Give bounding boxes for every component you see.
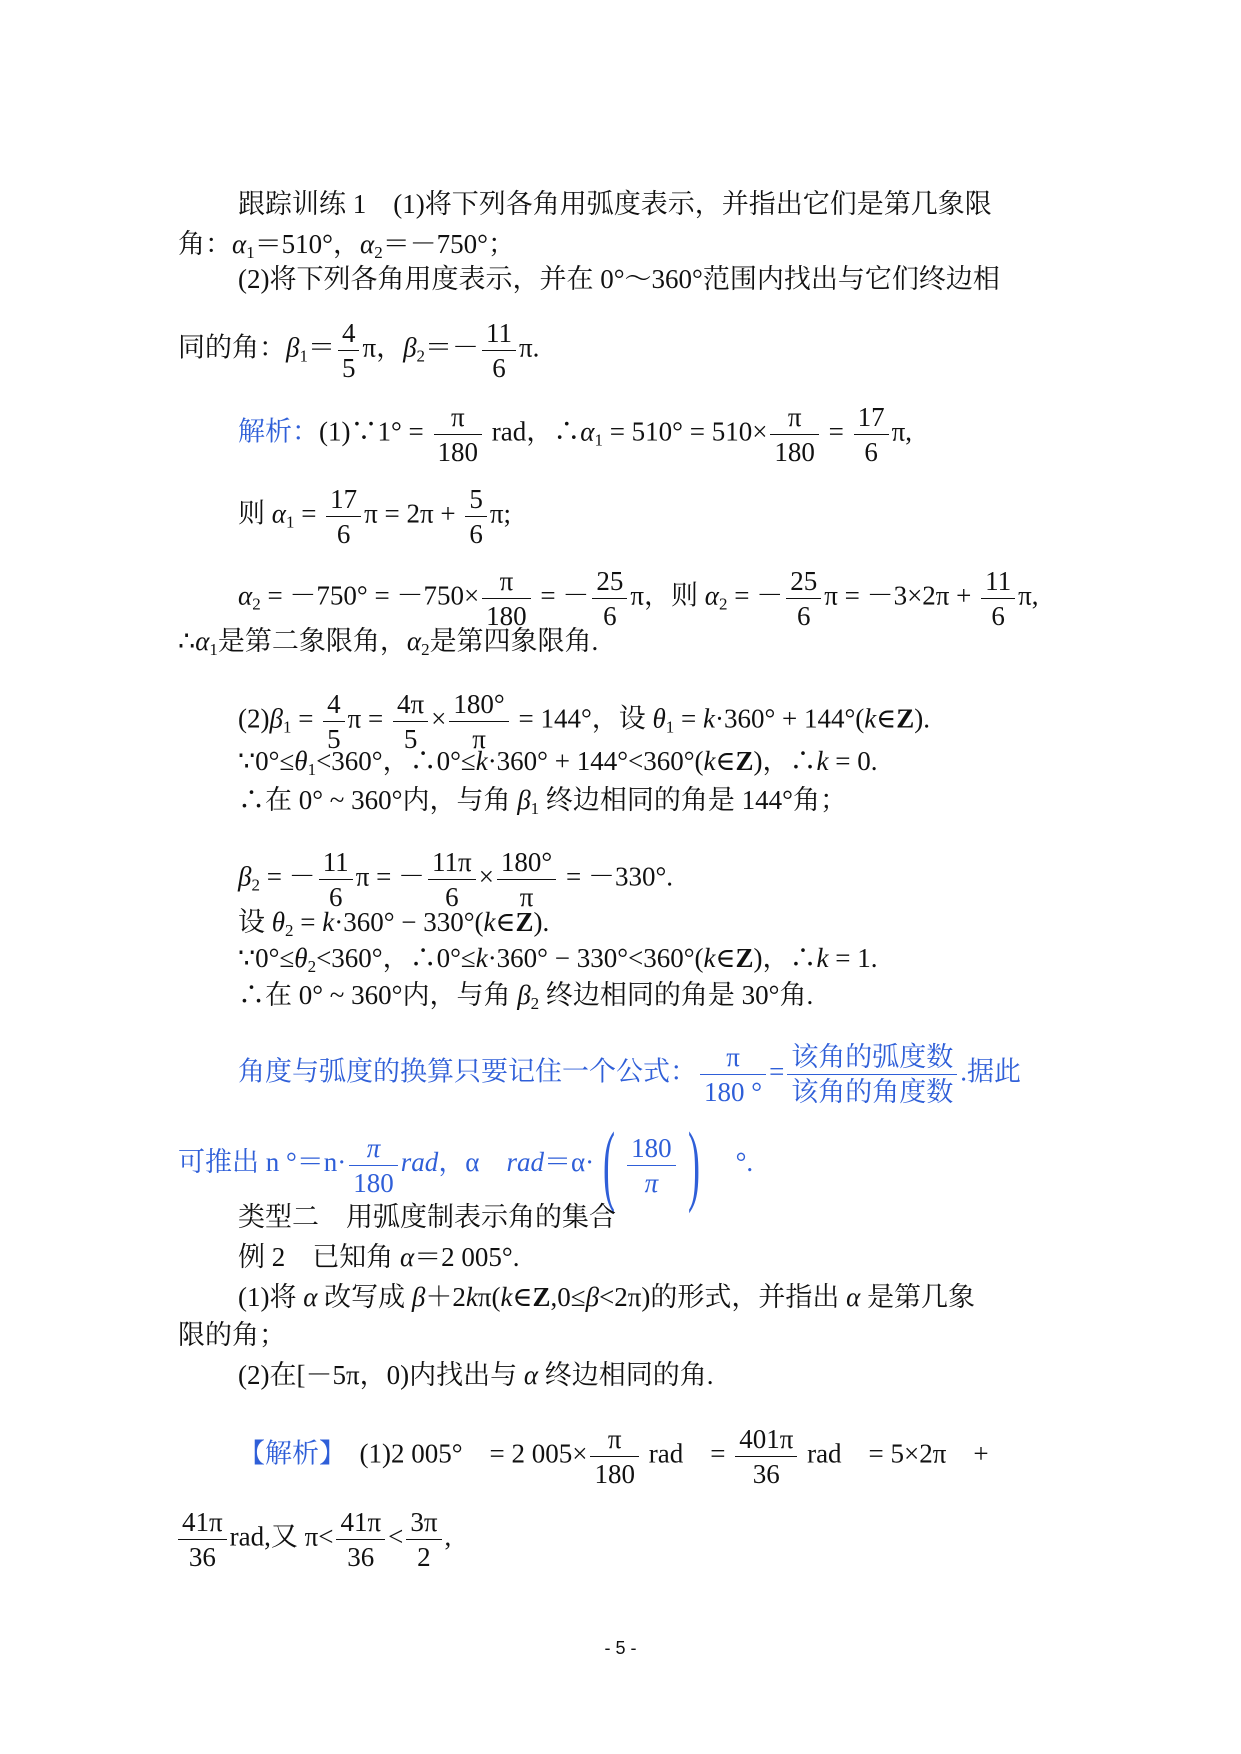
solution2-line-2: $\frac{41\pi}{36}$ rad,又 π< $\frac{41\pi}{36}$ < $\frac{3\pi}{2}$ , xyxy=(178,1505,451,1574)
solution2-line-1: 【解析】 (1)2 005° = 2 005× $\frac{\pi}{180}$ rad = $\frac{401\pi}{36}$ rad = 5×2π + xyxy=(238,1424,989,1489)
solution-line-10: $\because 0^\circ\le\theta_2<360^\circ$，∴0°≤k·360° − 330°<360°(k∈Z)，∴k = 1. xyxy=(238,943,878,976)
exercise-title: 跟踪训练 1 xyxy=(238,189,367,219)
exercise-line-1: 跟踪训练 1 (1)将下列各角用弧度表示，并指出它们是第几象限 xyxy=(238,189,992,219)
solution-line-2: 则 $\alpha_1$ = $\frac{17}{6}$ π = 2π + $\frac{5}{6}$ π; xyxy=(238,484,512,549)
solution2-label: 【解析】 xyxy=(238,1438,333,1469)
solution-label: 解析： xyxy=(238,416,319,447)
solution-line-11: ∴在 0° ~ 360°内，与角 $\beta_2$ 终边相同的角是 30°角. xyxy=(238,980,814,1013)
solution-line-6: $\because 0^\circ\le\theta_1<360^\circ$，∴0°≤k·360° + 144°<360°(k∈Z)，∴k = 0. xyxy=(238,746,878,779)
question-line-2: 限的角； xyxy=(178,1320,286,1350)
solution-line-5: $(2)\beta_1$ = $\frac{4}{5}$ π = $\frac{4\pi}{5}$ × $\frac{180^\circ}{\pi}$ = 144°，设 $\theta_1 = k\cdot 360^\circ$ + 144°(k∈Z). xyxy=(238,689,931,754)
solution-line-1: 解析：(1)∵1° = $\frac{\pi}{180}$ rad，$\therefore\alpha_1 = 510^\circ = 510\times$ $\frac{\pi}{180}$ = $\frac{17}{6}$ π, xyxy=(238,402,913,467)
question-line-3: (2)在[－5π，0)内找出与 α 终边相同的角. xyxy=(238,1360,714,1390)
exercise-line-2: 角：$\alpha_1=510^\circ$，$\alpha_2=-750^\circ$； xyxy=(178,229,515,262)
tip-line-1: 角度与弧度的换算只要记住一个公式： $\frac{\pi}{180 ^\circ}$ = 该角的弧度数 该角的角度数 .据此 xyxy=(238,1042,1022,1107)
page-number: - 5 - xyxy=(604,1638,637,1658)
solution-line-3: $\alpha_2 = -750^\circ = -750\times$ $\frac{\pi}{180}$ = － $\frac{25}{6}$ π，则 $\alpha_2$ = － $\frac{25}{6}$ π = －3×2π + $\frac{11}{6}$ π, xyxy=(238,566,1039,631)
solution-line-4: $\therefore\alpha_1$是第二象限角，$\alpha_2$是第四象限角. xyxy=(178,626,599,659)
question-line-1: (1)将 α 改写成 β＋2kπ(k∈Z,0≤β<2π)的形式，并指出 α 是第几象 xyxy=(238,1282,976,1312)
exercise-line-4: 同的角：$\beta_1=$ $\frac{4}{5}$ π，$\beta_2=-$ $\frac{11}{6}$ π. xyxy=(178,318,540,383)
example-label: 例 2 xyxy=(238,1242,286,1272)
example-line: 例 2 已知角 α＝2 005°. xyxy=(238,1242,520,1272)
section-title: 类型二 用弧度制表示角的集合 xyxy=(238,1202,616,1232)
solution-line-7: ∴在 0° ~ 360°内，与角 $\beta_1$ 终边相同的角是 144°角； xyxy=(238,785,847,818)
solution-line-9: 设 $\theta_2 = k\cdot 360^\circ$ − 330°(k∈Z). xyxy=(238,907,550,940)
solution-line-8: $\beta_2$ = － $\frac{11}{6}$ π = － $\frac{11\pi}{6}$ × $\frac{180^\circ}{\pi}$ = －330°. xyxy=(238,847,674,912)
exercise-line-3: (2)将下列各角用度表示，并在 0°～360°范围内找出与它们终边相 xyxy=(238,264,1000,294)
tip-line-2: 可推出 n °＝n· $\frac{\pi}{180}$ rad，α rad＝α·( $\frac{180}{\pi}$ ) °. xyxy=(178,1115,754,1214)
